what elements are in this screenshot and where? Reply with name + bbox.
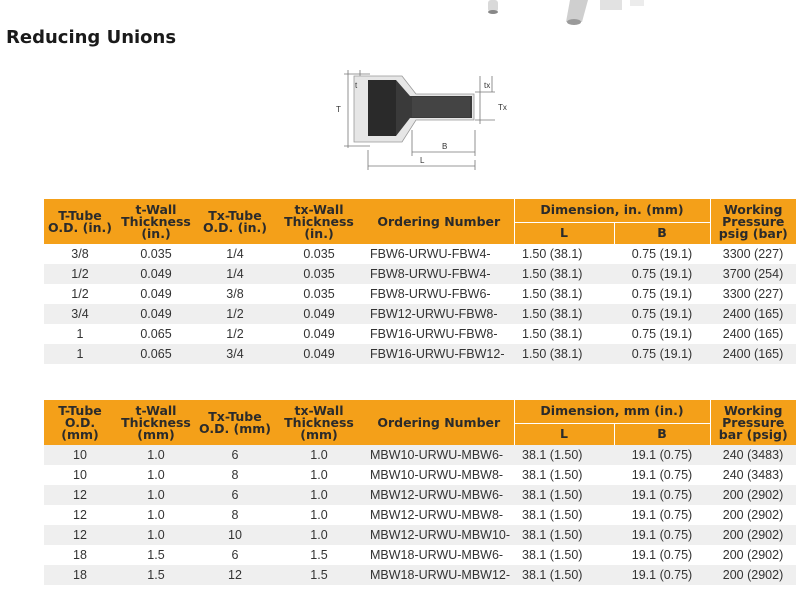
table-cell: 0.049 [116, 304, 196, 324]
table-cell: 1/2 [226, 327, 244, 341]
table-cell: 200 (2902) [710, 485, 796, 505]
table-cell: 1.50 (38.1) [514, 344, 614, 364]
header-t-tube: T-Tube O.D. (mm) [44, 400, 116, 445]
header-working-pressure: Working Pressure bar (psig) [710, 400, 796, 445]
table-cell: 2400 (165) [710, 344, 796, 364]
table-cell: MBW12-URWU-MBW10- [364, 525, 514, 545]
table-cell: 0.049 [303, 327, 335, 341]
table-cell: 2400 (165) [710, 304, 796, 324]
table-cell: 0.065 [140, 327, 172, 341]
table-cell: 8 [231, 468, 239, 482]
table-cell: 10 [73, 468, 87, 482]
table-cell: MBW12-URWU-MBW8- [370, 508, 504, 522]
table-cell: 1.0 [116, 525, 196, 545]
table-cell: 19.1 (0.75) [631, 548, 693, 562]
header-dim-l: L [514, 222, 614, 244]
label-Tx: Tx [498, 103, 507, 112]
table-cell: 1/2 [71, 287, 89, 301]
table-cell: FBW6-URWU-FBW4- [370, 247, 491, 261]
table-cell: 3/8 [226, 287, 244, 301]
mm-spec-table [44, 400, 796, 585]
table-cell: 0.035 [303, 287, 335, 301]
table-cell: 1.0 [116, 445, 196, 465]
table-row [44, 485, 796, 505]
header-dimension: Dimension, mm (in.) [514, 400, 710, 423]
table-cell: 240 (3483) [710, 445, 796, 465]
table-cell: MBW10-URWU-MBW8- [370, 468, 504, 482]
table-cell: 8 [231, 508, 239, 522]
header-tx-wall: tx-Wall Thickness (in.) [274, 199, 364, 244]
table-cell: 0.75 (19.1) [631, 287, 693, 301]
table-cell: MBW18-URWU-MBW12- [364, 565, 514, 585]
table-row [44, 565, 796, 585]
table-row [44, 244, 796, 264]
label-B: B [442, 142, 448, 151]
table-row [44, 284, 796, 304]
label-t: t [355, 81, 358, 90]
table-row [44, 324, 796, 344]
table-cell: 1.0 [147, 508, 165, 522]
table-cell: 38.1 (1.50) [522, 468, 583, 482]
table-cell: 1.0 [274, 525, 364, 545]
table-cell: FBW8-URWU-FBW4- [364, 264, 514, 284]
table-cell: 0.75 (19.1) [631, 247, 693, 261]
table-cell: 1 [44, 344, 116, 364]
table-cell: 19.1 (0.75) [614, 525, 710, 545]
table-cell: 0.049 [140, 287, 172, 301]
table-cell: 200 (2902) [722, 548, 784, 562]
table-cell: MBW10-URWU-MBW6- [364, 445, 514, 465]
table-cell: FBW16-URWU-FBW12- [364, 344, 514, 364]
table-cell: 1.50 (38.1) [514, 264, 614, 284]
table-cell: 1.0 [274, 445, 364, 465]
header-working-pressure: Working Pressure psig (bar) [710, 199, 796, 244]
table-cell: 18 [73, 548, 87, 562]
table-cell: 3700 (254) [710, 264, 796, 284]
table-cell: 0.035 [303, 247, 335, 261]
table-row [44, 304, 796, 324]
table-cell: 200 (2902) [710, 525, 796, 545]
reducing-union-diagram [330, 66, 510, 174]
table-cell: 1.5 [147, 548, 165, 562]
table-cell: 12 [73, 508, 87, 522]
table-cell: 0.035 [274, 264, 364, 284]
table-cell: 38.1 (1.50) [522, 508, 583, 522]
table-cell: 6 [231, 548, 239, 562]
table-cell: 12 [196, 565, 274, 585]
table-cell: FBW12-URWU-FBW8- [364, 304, 514, 324]
header-dim-b: B [614, 222, 710, 244]
table-cell: 10 [44, 445, 116, 465]
table-row [44, 344, 796, 364]
product-photo-fragment [470, 0, 670, 30]
table-cell: 1.5 [310, 548, 328, 562]
table-cell: 0.065 [116, 344, 196, 364]
table-cell: 19.1 (0.75) [631, 508, 693, 522]
header-t-tube: T-Tube O.D. (in.) [44, 199, 116, 244]
table-cell: 0.049 [116, 264, 196, 284]
table-cell: 6 [196, 445, 274, 465]
header-dim-l: L [514, 423, 614, 445]
table-cell: 19.1 (0.75) [614, 565, 710, 585]
table-cell: 1.0 [274, 485, 364, 505]
table-cell: 18 [44, 565, 116, 585]
header-tx-tube: Tx-Tube O.D. (in.) [196, 199, 274, 244]
header-tx-wall: tx-Wall Thickness (mm) [274, 400, 364, 445]
label-L: L [420, 156, 425, 165]
table-cell: 3/4 [196, 344, 274, 364]
table-cell: 6 [196, 485, 274, 505]
table-cell: FBW8-URWU-FBW6- [370, 287, 491, 301]
table-row [44, 505, 796, 525]
table-cell: 200 (2902) [710, 565, 796, 585]
table-cell: 0.75 (19.1) [631, 327, 693, 341]
table-row [44, 465, 796, 485]
table-cell: 1.0 [310, 508, 328, 522]
header-t-wall: t-Wall Thickness (mm) [116, 400, 196, 445]
table-cell: MBW12-URWU-MBW6- [364, 485, 514, 505]
table-cell: 1/4 [226, 247, 244, 261]
page-title: Reducing Unions [6, 27, 177, 48]
table-cell: 1 [76, 327, 84, 341]
table-cell: 200 (2902) [722, 508, 784, 522]
table-cell: 0.049 [274, 304, 364, 324]
table-cell: 1.50 (38.1) [522, 247, 583, 261]
label-T: T [336, 105, 341, 114]
table-cell: 1.0 [147, 468, 165, 482]
inch-spec-table [44, 199, 796, 364]
header-t-wall: t-Wall Thickness (in.) [116, 199, 196, 244]
header-ordering-number: Ordering Number [364, 199, 514, 244]
table-row [44, 264, 796, 284]
table-cell: 3/4 [44, 304, 116, 324]
table-cell: 12 [44, 485, 116, 505]
mm-table-body [44, 445, 796, 585]
table-cell: 1.0 [116, 485, 196, 505]
inch-table-body [44, 244, 796, 364]
table-cell: 0.035 [140, 247, 172, 261]
header-tx-tube: Tx-Tube O.D. (mm) [196, 400, 274, 445]
table-cell: 19.1 (0.75) [614, 445, 710, 465]
table-cell: 3/8 [71, 247, 89, 261]
table-cell: 240 (3483) [722, 468, 784, 482]
table-cell: 0.75 (19.1) [614, 304, 710, 324]
table-cell: 1.50 (38.1) [522, 287, 583, 301]
table-cell: 1.0 [310, 468, 328, 482]
table-row [44, 445, 796, 465]
table-cell: 1.50 (38.1) [514, 304, 614, 324]
table-cell: MBW18-URWU-MBW6- [370, 548, 504, 562]
table-cell: 0.049 [274, 344, 364, 364]
table-cell: 0.75 (19.1) [614, 344, 710, 364]
header-dimension: Dimension, in. (mm) [514, 199, 710, 222]
table-cell: 1/2 [44, 264, 116, 284]
table-cell: 38.1 (1.50) [514, 445, 614, 465]
table-row [44, 525, 796, 545]
table-row [44, 545, 796, 565]
table-cell: 2400 (165) [722, 327, 784, 341]
table-cell: 1/4 [196, 264, 274, 284]
table-cell: 19.1 (0.75) [631, 468, 693, 482]
table-cell: 0.75 (19.1) [614, 264, 710, 284]
table-cell: 10 [196, 525, 274, 545]
table-cell: 38.1 (1.50) [522, 548, 583, 562]
table-cell: 38.1 (1.50) [514, 485, 614, 505]
table-cell: 38.1 (1.50) [514, 565, 614, 585]
table-cell: 3300 (227) [722, 247, 784, 261]
header-ordering-number: Ordering Number [364, 400, 514, 445]
label-tx: tx [484, 81, 491, 90]
table-cell: FBW16-URWU-FBW8- [370, 327, 498, 341]
table-cell: 1.5 [116, 565, 196, 585]
table-cell: 1/2 [196, 304, 274, 324]
table-cell: 1.50 (38.1) [522, 327, 583, 341]
table-cell: 38.1 (1.50) [514, 525, 614, 545]
table-cell: 3300 (227) [722, 287, 784, 301]
header-dim-b: B [614, 423, 710, 445]
table-cell: 19.1 (0.75) [614, 485, 710, 505]
table-cell: 1.5 [274, 565, 364, 585]
table-cell: 12 [44, 525, 116, 545]
